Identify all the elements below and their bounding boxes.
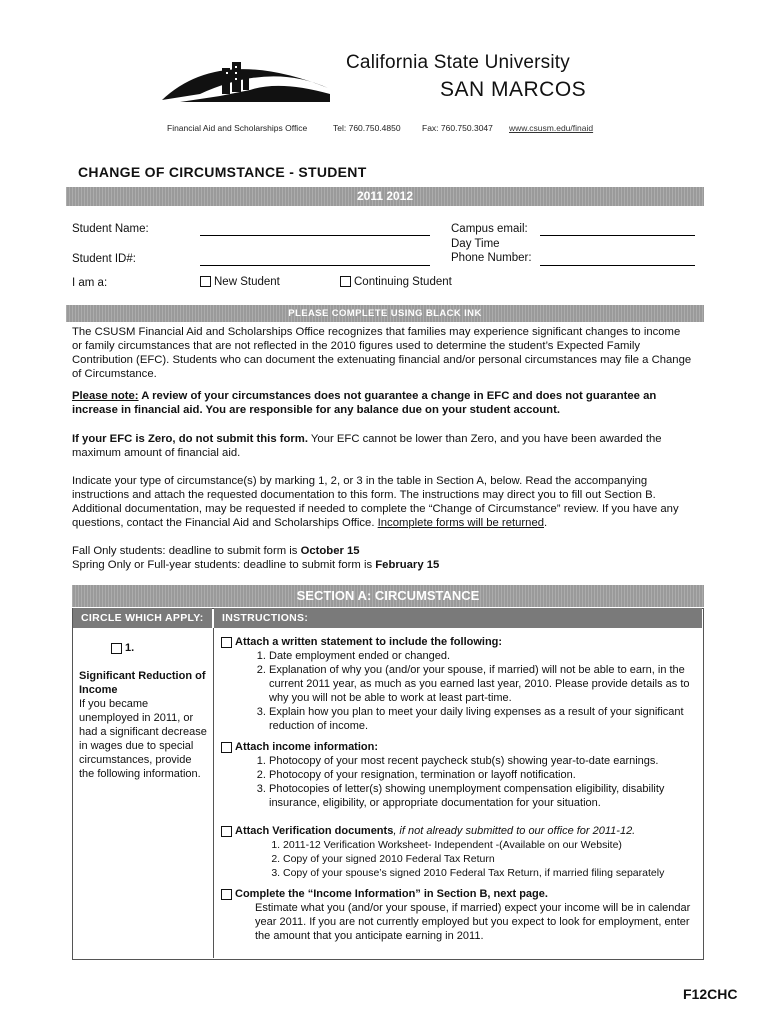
note-label: Please note:	[72, 390, 139, 402]
form-title: CHANGE OF CIRCUMSTANCE - STUDENT	[78, 164, 367, 180]
block-3-item: 1. 2011-12 Verification Worksheet- Independent -(Available on our Website)	[283, 838, 697, 852]
block-1-checkbox[interactable]	[221, 637, 232, 648]
instructions-column-header	[214, 608, 702, 628]
circumstance-1-desc: If you became unemployed in 2011, or had a significant decrease in wages due to special circumstances, provide the following information.	[79, 698, 207, 780]
section-a-header	[72, 585, 704, 607]
academic-year: 2011 2012	[356, 189, 414, 203]
indicate-text: Indicate your type of circumstance(s) by marking 1, 2, or 3 in the table in Section A, below. Read the accompanying instructions and attach the requested documentation to this form. The instructions may direct you to fill out Section B. Additional documentation, may be requested if needed to complete the “Change of Circumstance” review. If you have any questions, contact the Financial Aid and Scholarships Office.	[72, 475, 679, 529]
fall-deadline	[72, 544, 692, 558]
block-2-item: 2. Photocopy of your resignation, termination or layoff notification.	[269, 768, 697, 782]
ink-notice-bar	[66, 305, 704, 322]
circle-column-header	[73, 608, 212, 628]
student-id-label: Student ID#:	[72, 253, 136, 265]
circumstance-1	[79, 641, 207, 781]
spring-deadline-date: February 15	[375, 559, 440, 571]
circumstance-1-option[interactable]	[79, 641, 207, 655]
efc-paragraph	[72, 432, 692, 460]
circumstance-1-number: 1.	[125, 642, 135, 654]
instruction-block-2	[221, 740, 697, 810]
office-name: Financial Aid and Scholarships Office	[167, 123, 308, 133]
office-website-link[interactable]: www.csusm.edu/finaid	[509, 123, 594, 133]
ink-notice: PLEASE COMPLETE USING BLACK INK	[288, 308, 482, 319]
continuing-student-label: Continuing Student	[354, 276, 452, 288]
student-id-field[interactable]	[200, 265, 430, 266]
section-a-title: SECTION A: CIRCUMSTANCE	[296, 588, 480, 603]
block-2-item: 3. Photocopies of letter(s) showing unemployment compensation eligibility, disability insurance, eligibility, or appropriate documentation for your situation.	[269, 782, 697, 810]
campus-email-label: Campus email:	[451, 223, 528, 235]
year-bar	[66, 187, 704, 206]
phone-field[interactable]	[540, 265, 695, 266]
block-1-item: 1. Date employment ended or changed.	[269, 649, 697, 663]
efc-warning: If your EFC is Zero, do not submit this form.	[72, 433, 308, 445]
block-2-checkbox[interactable]	[221, 742, 232, 753]
block-3-checkbox[interactable]	[221, 826, 232, 837]
column-divider	[213, 628, 214, 958]
block-4-title: Complete the “Income Information” in Section B, next page	[235, 888, 545, 900]
student-name-field[interactable]	[200, 235, 430, 236]
office-phone: Tel: 760.750.4850	[333, 123, 401, 133]
block-1-title: Attach a written statement to include the following:	[235, 636, 503, 648]
student-name-label: Student Name:	[72, 223, 149, 235]
phone-label: Phone Number:	[451, 252, 532, 264]
i-am-label: I am a:	[72, 277, 108, 289]
continuing-student-checkbox[interactable]	[340, 276, 351, 287]
block-3-item: 3. Copy of your spouse’s signed 2010 Federal Tax Return, if married filing separately	[283, 866, 697, 880]
day-time-label: Day Time	[451, 238, 500, 250]
spring-deadline-label: Spring Only or Full-year students: deadline to submit form is	[72, 559, 376, 571]
intro-paragraph: The CSUSM Financial Aid and Scholarships Office recognizes that families may experience significant changes to income or family circumstances that are not reflected in the 2010 figures used to determine the student’s Expected Family Contribution (EFC). Students who can document the extenuating financial and/or personal circumstances may file a Change of Circumstance.	[72, 326, 692, 380]
csusm-logo	[160, 50, 335, 106]
university-name: California State University	[346, 52, 570, 73]
office-fax: Fax: 760.750.3047	[422, 123, 493, 133]
note-text: A review of your circumstances does not guarantee a change in EFC and does not guarantee an increase in financial aid. You are responsible for any balance due on your student account.	[72, 390, 657, 416]
block-1-item: 2. Explanation of why you (and/or your spouse, if married) will not be able to earn, in the current 2011 year, as much as you earned last year, 2010. Please provide details as to why you will not be able to work at least part-time.	[269, 663, 697, 705]
instruction-block-1	[221, 635, 697, 733]
block-3-title: Attach Verification documents	[235, 825, 394, 837]
circumstance-1-checkbox[interactable]	[111, 643, 122, 654]
form-code: F12CHC	[683, 986, 738, 1002]
campus-email-field[interactable]	[540, 235, 695, 236]
instructions-column-label: INSTRUCTIONS:	[222, 612, 309, 624]
spring-deadline	[72, 558, 692, 572]
block-4-checkbox[interactable]	[221, 889, 232, 900]
incomplete-warning: Incomplete forms will be returned	[377, 517, 545, 529]
fall-deadline-date: October 15	[300, 545, 360, 557]
new-student-label: New Student	[214, 276, 280, 288]
block-1-item: 3. Explain how you plan to meet your daily living expenses as a result of your significant reduction of income.	[269, 705, 697, 733]
indicate-paragraph: Indicate your type of circumstance(s) by marking 1, 2, or 3 in the table in Section A, below. Read the accompanying instructions and attach the requested documentation to this form. The instructions may direct you to fill out Section B. Additional documentation, may be requested if needed to complete the “Change of Circumstance” review. If you have any questions, contact the Financial Aid and Scholarships Office. Incomplete forms will be returned.	[72, 475, 679, 529]
instruction-block-3	[221, 824, 697, 880]
efc-text: Your EFC cannot be lower than Zero, and you have been awarded the maximum amount of financial aid.	[72, 433, 662, 459]
new-student-checkbox[interactable]	[200, 276, 211, 287]
note-paragraph	[72, 389, 692, 417]
block-3-item: 2. Copy of your signed 2010 Federal Tax Return	[283, 852, 697, 866]
campus-name: SAN MARCOS	[440, 78, 587, 101]
block-2-title: Attach income information:	[235, 741, 379, 753]
continuing-student-option[interactable]	[340, 276, 452, 288]
circle-column-label: CIRCLE WHICH APPLY:	[81, 612, 204, 624]
fall-deadline-label: Fall Only students: deadline to submit form is	[72, 545, 301, 557]
block-4-text: Estimate what you (and/or your spouse, if married) expect your income will be in calendar year 2011. If you are not currently employed but you expect to look for employment, enter the amount that you anticipate earning in 2011.	[255, 902, 691, 942]
circumstance-1-title: Significant Reduction of Income	[79, 670, 206, 696]
instruction-block-4: Complete the “Income Information” in Section B, next page. Estimate what you (and/or your spouse, if married) expect your income will be in calendar year 2011. If you are not currently employed but you expect to look for employment, enter the amount that you anticipate earning in 2011.	[221, 887, 697, 943]
new-student-option[interactable]	[200, 276, 280, 288]
block-2-item: 1. Photocopy of your most recent paycheck stub(s) showing year-to-date earnings.	[269, 754, 697, 768]
block-3-italic: , if not already submitted to our office for 2011-12.	[393, 825, 636, 837]
